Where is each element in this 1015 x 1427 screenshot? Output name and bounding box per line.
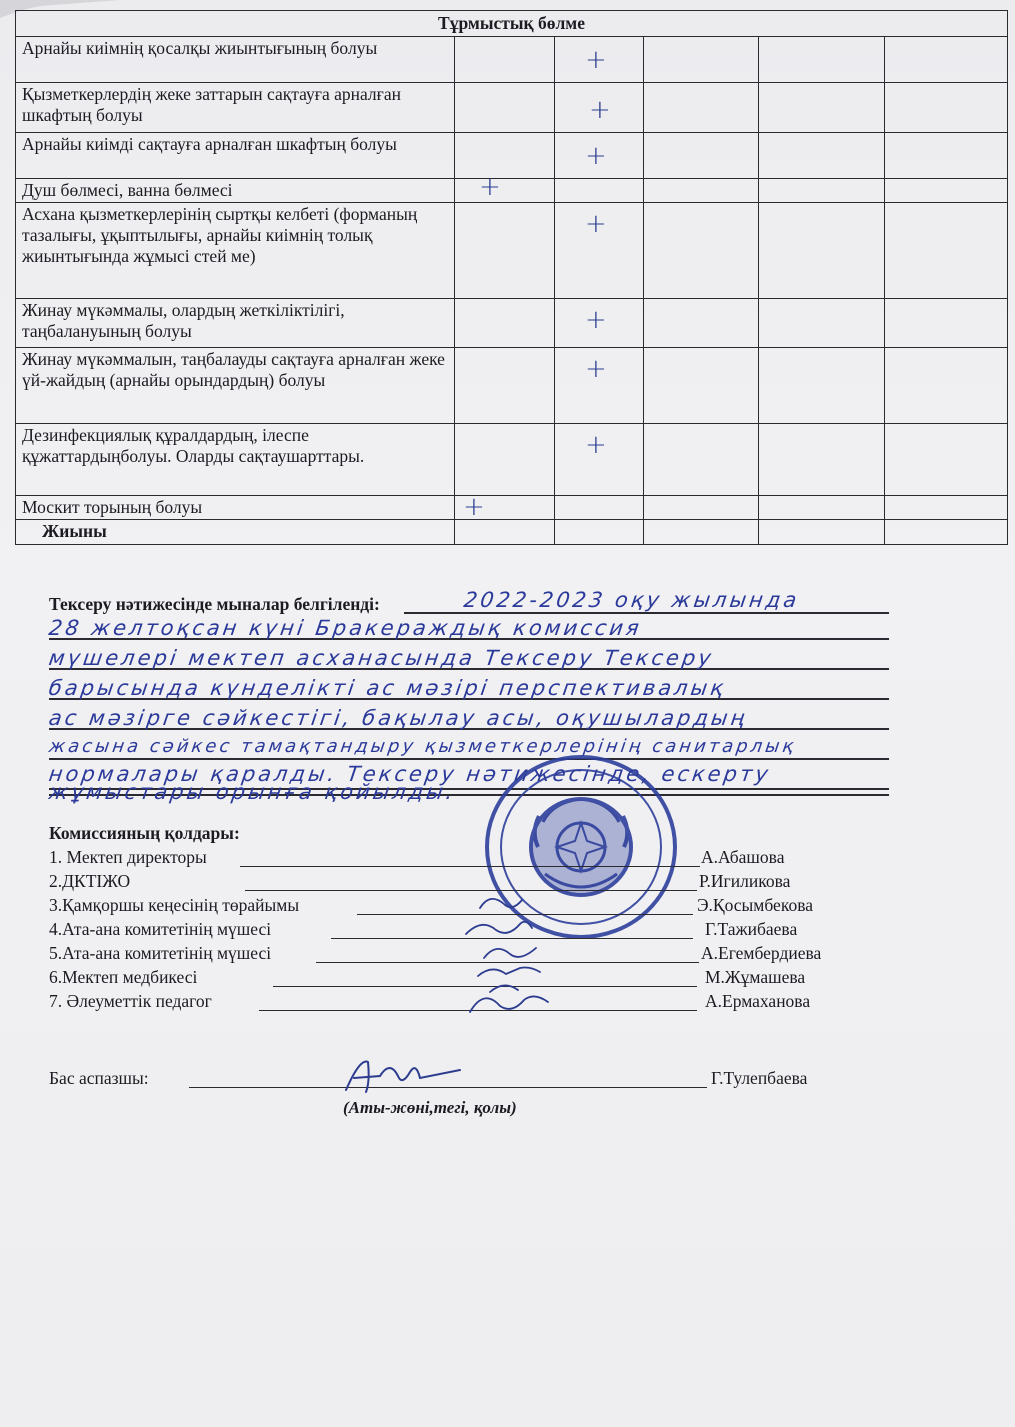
row-label: Асхана қызметкерлерінің сыртқы келбеті (форманың тазалығы, ұқыптылығы, арнайы киімнің толық жиынтығында жұмысі стей ме) xyxy=(22,204,418,266)
row-label: Душ бөлмесі, ванна бөлмесі xyxy=(22,180,233,200)
section-title: Тұрмыстық бөлме xyxy=(438,13,585,33)
member-role: 4.Ата-ана комитетінің мүшесі xyxy=(49,919,272,939)
table-row xyxy=(16,179,1008,203)
total-label: Жиыны xyxy=(42,521,107,541)
member-name: А.Егембердиева xyxy=(701,943,822,963)
handwritten-line: ас мәзірге сәйкестігі, бақылау асы, оқушылардың xyxy=(47,706,750,730)
member-name: А.Ермаханова xyxy=(705,991,811,1011)
row-label: Жинау мүкәммалы, олардың жеткіліктілігі, таңбалануының болуы xyxy=(22,300,345,341)
row-label: Жинау мүкәммалын, таңбалауды сақтауға арналған жеке үй-жайдың (арнайы орындардың) болуы xyxy=(22,349,445,390)
table-row xyxy=(16,37,1008,83)
member-role: 2.ДКТІЖО xyxy=(49,871,131,891)
handwritten-line: нормалары қаралды. Тексеру нәтижесінде, ескерту xyxy=(47,762,773,786)
table-row xyxy=(16,203,1008,299)
handwritten-line: 2022-2023 оқу жылында xyxy=(462,588,802,612)
commission-member-row xyxy=(49,919,849,943)
member-role: 5.Ата-ана комитетінің мүшесі xyxy=(49,943,272,963)
signatures-handwritten xyxy=(460,888,570,1018)
chef-name: Г.Тулепбаева xyxy=(711,1068,808,1088)
member-name: А.Абашова xyxy=(701,847,785,867)
check-mark: + xyxy=(585,354,607,384)
signature-caption: (Аты-жөні,тегі, қолы) xyxy=(343,1098,517,1117)
findings-label: Тексеру нәтижесінде мыналар белгіленді: xyxy=(49,594,380,614)
check-mark: + xyxy=(585,209,607,239)
row-label: Арнайы киімнің қосалқы жиынтығының болуы xyxy=(22,38,378,58)
table-row xyxy=(16,133,1008,179)
member-name: Г.Тажибаева xyxy=(705,919,798,939)
commission-member-row xyxy=(49,847,849,871)
check-mark: + xyxy=(479,172,501,202)
member-name: Р.Игиликова xyxy=(699,871,791,891)
findings-section xyxy=(47,588,889,804)
commission-member-row xyxy=(49,967,849,991)
chef-role: Бас аспазшы: xyxy=(49,1068,149,1088)
chef-signature xyxy=(340,1052,470,1098)
row-label: Москит торының болуы xyxy=(22,497,203,517)
row-label: Арнайы киімді сақтауға арналған шкафтың болуы xyxy=(22,134,397,154)
table-row xyxy=(16,83,1008,133)
check-mark: + xyxy=(585,141,607,171)
commission-member-row xyxy=(49,871,849,895)
handwritten-line: жасына сәйкес тамақтандыру қызметкерлерінің санитарлық xyxy=(47,736,798,757)
table-total-row xyxy=(16,520,1008,545)
inspection-table xyxy=(15,10,1008,545)
commission-member-row xyxy=(49,895,849,919)
row-label: Дезинфекциялық құралдардың, ілеспе құжаттардыңболуы. Оларды сақтаушарттары. xyxy=(22,425,365,466)
member-role: 3.Қамқоршы кеңесінің төрайымы xyxy=(49,895,300,915)
member-name: М.Жұмашева xyxy=(705,967,806,987)
member-role: 7. Әлеуметтік педагог xyxy=(49,991,212,1011)
table-row xyxy=(16,299,1008,348)
check-mark: + xyxy=(463,492,485,522)
table-row xyxy=(16,424,1008,496)
member-role: 1. Мектеп директоры xyxy=(49,847,207,867)
table-section-header xyxy=(16,11,1008,37)
handwritten-line: 28 желтоқсан күні Бракераждық комиссия xyxy=(47,616,644,640)
table-row xyxy=(16,348,1008,424)
commission-title: Комиссияның қолдары: xyxy=(49,823,240,843)
member-name: Э.Қосымбекова xyxy=(697,895,813,915)
row-label: Қызметкерлердің жеке заттарын сақтауға арналған шкафтың болуы xyxy=(22,84,401,125)
member-role: 6.Мектеп медбикесі xyxy=(49,967,198,987)
check-mark: + xyxy=(589,95,611,125)
handwritten-line: барысында күнделікті ас мәзірі перспективалық xyxy=(47,676,728,700)
handwritten-line: мүшелері мектеп асханасында Тексеру Тексеру xyxy=(47,646,716,670)
check-mark: + xyxy=(585,305,607,335)
commission-section xyxy=(49,823,849,1011)
check-mark: + xyxy=(585,430,607,460)
handwritten-line: жұмыстары орынға қойылды. xyxy=(47,780,458,804)
table-row xyxy=(16,496,1008,520)
check-mark: + xyxy=(585,45,607,75)
commission-member-row xyxy=(49,991,849,1015)
commission-member-row xyxy=(49,943,849,967)
